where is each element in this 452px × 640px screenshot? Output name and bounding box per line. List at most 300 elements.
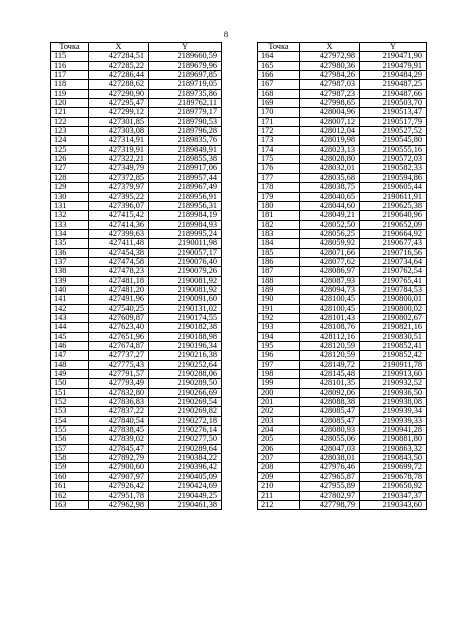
- y-cell: 2190276,14: [149, 426, 222, 435]
- point-cell: 210: [258, 482, 300, 491]
- y-cell: 2190288,06: [149, 370, 222, 379]
- point-cell: 206: [258, 444, 300, 453]
- x-cell: 428101,43: [300, 313, 360, 322]
- y-cell: 2189719,05: [149, 80, 222, 89]
- table-header-row: [258, 43, 427, 52]
- table-row: [258, 313, 427, 322]
- y-cell: 2190277,50: [149, 435, 222, 444]
- x-cell: 427474,58: [89, 257, 149, 266]
- table-row: [258, 454, 427, 463]
- y-cell: 2190881,80: [360, 435, 427, 444]
- table-row: [258, 472, 427, 481]
- x-cell: 428101,35: [300, 379, 360, 388]
- x-cell: 428088,38: [300, 398, 360, 407]
- y-cell: 2190821,16: [360, 323, 427, 332]
- table-row: [51, 407, 222, 416]
- x-cell: 427414,36: [89, 220, 149, 229]
- table-row: [51, 444, 222, 453]
- table-row: [258, 220, 427, 229]
- table-row: [51, 276, 222, 285]
- point-cell: 115: [51, 52, 89, 61]
- table-row: [51, 463, 222, 472]
- table-row: [51, 248, 222, 257]
- table-row: [51, 313, 222, 322]
- point-cell: 163: [51, 500, 89, 509]
- y-cell: 2190802,67: [360, 313, 427, 322]
- point-cell: 148: [51, 360, 89, 369]
- point-cell: 139: [51, 276, 89, 285]
- point-cell: 202: [258, 407, 300, 416]
- x-cell: 428004,96: [300, 108, 360, 117]
- table-row: [51, 295, 222, 304]
- table-row: [51, 99, 222, 108]
- table-row: [51, 360, 222, 369]
- page-number: 8: [223, 29, 229, 39]
- table-row: [258, 80, 427, 89]
- table-row: [258, 463, 427, 472]
- table-row: [51, 472, 222, 481]
- point-cell: 116: [51, 61, 89, 70]
- x-cell: 428112,16: [300, 332, 360, 341]
- point-cell: 154: [51, 416, 89, 425]
- table-row: [258, 257, 427, 266]
- x-cell: 427379,97: [89, 183, 149, 192]
- y-cell: 2190484,29: [360, 71, 427, 80]
- y-cell: 2190652,09: [360, 220, 427, 229]
- table-row: [51, 61, 222, 70]
- table-row: [258, 285, 427, 294]
- point-cell: 141: [51, 295, 89, 304]
- x-cell: 428038,01: [300, 454, 360, 463]
- table-row: [258, 267, 427, 276]
- y-cell: 2189796,28: [149, 127, 222, 136]
- y-cell: 2189697,85: [149, 71, 222, 80]
- table-row: [51, 183, 222, 192]
- x-cell: 427395,22: [89, 192, 149, 201]
- table-row: [258, 370, 427, 379]
- point-cell: 169: [258, 99, 300, 108]
- header-y: Y: [149, 43, 222, 52]
- point-cell: 184: [258, 239, 300, 248]
- y-cell: 2190650,92: [360, 482, 427, 491]
- y-cell: 2189779,17: [149, 108, 222, 117]
- table-row: [51, 416, 222, 425]
- table-row: [258, 211, 427, 220]
- point-cell: 132: [51, 211, 89, 220]
- table-row: [51, 117, 222, 126]
- table-row: [51, 323, 222, 332]
- x-cell: 427832,80: [89, 388, 149, 397]
- point-cell: 203: [258, 416, 300, 425]
- point-cell: 135: [51, 239, 89, 248]
- y-cell: 2190939,33: [360, 416, 427, 425]
- table-row: [258, 304, 427, 313]
- table-row: [51, 211, 222, 220]
- point-cell: 119: [51, 89, 89, 98]
- point-cell: 186: [258, 257, 300, 266]
- x-cell: 428038,75: [300, 183, 360, 192]
- y-cell: 2190196,34: [149, 342, 222, 351]
- x-cell: 427399,63: [89, 229, 149, 238]
- table-row: [258, 127, 427, 136]
- table-row: [258, 491, 427, 500]
- table-row: [51, 379, 222, 388]
- y-cell: 2189995,24: [149, 229, 222, 238]
- x-cell: 428032,01: [300, 164, 360, 173]
- x-cell: 428047,03: [300, 444, 360, 453]
- x-cell: 428085,47: [300, 416, 360, 425]
- y-cell: 2189679,96: [149, 61, 222, 70]
- point-cell: 137: [51, 257, 89, 266]
- table-row: [51, 388, 222, 397]
- point-cell: 129: [51, 183, 89, 192]
- y-cell: 2190081,92: [149, 285, 222, 294]
- point-cell: 152: [51, 398, 89, 407]
- point-cell: 193: [258, 323, 300, 332]
- y-cell: 2190938,08: [360, 398, 427, 407]
- table-row: [258, 342, 427, 351]
- y-cell: 2190252,64: [149, 360, 222, 369]
- y-cell: 2190091,60: [149, 295, 222, 304]
- header-x: X: [300, 43, 360, 52]
- table-row: [258, 136, 427, 145]
- x-cell: 428007,12: [300, 117, 360, 126]
- y-cell: 2189956,91: [149, 192, 222, 201]
- point-cell: 212: [258, 500, 300, 509]
- y-cell: 2190716,56: [360, 248, 427, 257]
- table-row: [51, 201, 222, 210]
- x-cell: 427295,47: [89, 99, 149, 108]
- x-cell: 428149,72: [300, 360, 360, 369]
- x-cell: 427837,22: [89, 407, 149, 416]
- point-cell: 166: [258, 71, 300, 80]
- y-cell: 2190216,38: [149, 351, 222, 360]
- x-cell: 428040,65: [300, 192, 360, 201]
- y-cell: 2190911,78: [360, 360, 427, 369]
- point-cell: 198: [258, 370, 300, 379]
- table-row: [258, 323, 427, 332]
- table-row: [258, 379, 427, 388]
- x-cell: 427892,79: [89, 454, 149, 463]
- table-row: [258, 239, 427, 248]
- table-row: [51, 89, 222, 98]
- table-row: [51, 332, 222, 341]
- point-cell: 195: [258, 342, 300, 351]
- x-cell: 427965,87: [300, 472, 360, 481]
- point-cell: 204: [258, 426, 300, 435]
- y-cell: 2190269,82: [149, 407, 222, 416]
- y-cell: 2189762,11: [149, 99, 222, 108]
- table-row: [51, 239, 222, 248]
- point-cell: 194: [258, 332, 300, 341]
- table-row: [51, 80, 222, 89]
- x-cell: 428052,50: [300, 220, 360, 229]
- table-row: [258, 155, 427, 164]
- x-cell: 427609,87: [89, 313, 149, 322]
- y-cell: 2190863,32: [360, 444, 427, 453]
- point-cell: 189: [258, 285, 300, 294]
- table-row: [258, 360, 427, 369]
- x-cell: 428044,60: [300, 201, 360, 210]
- y-cell: 2189849,91: [149, 145, 222, 154]
- y-cell: 2190081,92: [149, 276, 222, 285]
- y-cell: 2190424,69: [149, 482, 222, 491]
- x-cell: 428028,80: [300, 155, 360, 164]
- table-row: [258, 482, 427, 491]
- table-row: [51, 71, 222, 80]
- x-cell: 428085,47: [300, 407, 360, 416]
- table-row: [258, 52, 427, 61]
- table-row: [51, 220, 222, 229]
- y-cell: 2190503,70: [360, 99, 427, 108]
- x-cell: 427623,40: [89, 323, 149, 332]
- table-row: [258, 192, 427, 201]
- table-row: [51, 145, 222, 154]
- x-cell: 428077,62: [300, 257, 360, 266]
- table-row: [51, 482, 222, 491]
- y-cell: 2190182,38: [149, 323, 222, 332]
- point-cell: 180: [258, 201, 300, 210]
- x-cell: 427396,07: [89, 201, 149, 210]
- y-cell: 2189855,38: [149, 155, 222, 164]
- x-cell: 427775,43: [89, 360, 149, 369]
- y-cell: 2190734,64: [360, 257, 427, 266]
- point-cell: 122: [51, 117, 89, 126]
- x-cell: 427285,22: [89, 61, 149, 70]
- x-cell: 427900,60: [89, 463, 149, 472]
- y-cell: 2190079,26: [149, 267, 222, 276]
- x-cell: 428108,76: [300, 323, 360, 332]
- point-cell: 170: [258, 108, 300, 117]
- point-cell: 191: [258, 304, 300, 313]
- x-cell: 428055,06: [300, 435, 360, 444]
- y-cell: 2190269,54: [149, 398, 222, 407]
- x-cell: 427798,79: [300, 500, 360, 509]
- header-x: X: [89, 43, 149, 52]
- table-row: [51, 351, 222, 360]
- y-cell: 2189917,06: [149, 164, 222, 173]
- point-cell: 197: [258, 360, 300, 369]
- point-cell: 130: [51, 192, 89, 201]
- point-cell: 127: [51, 164, 89, 173]
- table-row: [258, 416, 427, 425]
- table-row: [51, 285, 222, 294]
- x-cell: 427987,03: [300, 80, 360, 89]
- table-row: [51, 435, 222, 444]
- table-row: [51, 454, 222, 463]
- point-cell: 178: [258, 183, 300, 192]
- table-row: [258, 71, 427, 80]
- x-cell: 427415,42: [89, 211, 149, 220]
- y-cell: 2189660,59: [149, 52, 222, 61]
- x-cell: 428049,21: [300, 211, 360, 220]
- y-cell: 2190594,86: [360, 173, 427, 182]
- point-cell: 165: [258, 61, 300, 70]
- x-cell: 427955,89: [300, 482, 360, 491]
- y-cell: 2190449,25: [149, 491, 222, 500]
- coordinates-table-left: [50, 42, 222, 510]
- y-cell: 2190913,60: [360, 370, 427, 379]
- table-row: [51, 164, 222, 173]
- table-row: [51, 52, 222, 61]
- y-cell: 2190852,42: [360, 351, 427, 360]
- point-cell: 155: [51, 426, 89, 435]
- y-cell: 2190461,38: [149, 500, 222, 509]
- x-cell: 427793,49: [89, 379, 149, 388]
- point-cell: 179: [258, 192, 300, 201]
- table-row: [258, 248, 427, 257]
- x-cell: 427907,97: [89, 472, 149, 481]
- y-cell: 2190289,50: [149, 379, 222, 388]
- table-row: [258, 117, 427, 126]
- y-cell: 2190582,33: [360, 164, 427, 173]
- point-cell: 140: [51, 285, 89, 294]
- x-cell: 427976,46: [300, 463, 360, 472]
- point-cell: 176: [258, 164, 300, 173]
- x-cell: 428100,45: [300, 304, 360, 313]
- y-cell: 2190057,17: [149, 248, 222, 257]
- point-cell: 138: [51, 267, 89, 276]
- table-row: [258, 398, 427, 407]
- y-cell: 2190936,50: [360, 388, 427, 397]
- x-cell: 428056,25: [300, 229, 360, 238]
- y-cell: 2190076,40: [149, 257, 222, 266]
- x-cell: 428092,06: [300, 388, 360, 397]
- point-cell: 146: [51, 342, 89, 351]
- y-cell: 2190939,34: [360, 407, 427, 416]
- x-cell: 427962,98: [89, 500, 149, 509]
- y-cell: 2190699,72: [360, 463, 427, 472]
- x-cell: 428145,48: [300, 370, 360, 379]
- point-cell: 126: [51, 155, 89, 164]
- y-cell: 2190932,52: [360, 379, 427, 388]
- point-cell: 182: [258, 220, 300, 229]
- y-cell: 2190471,90: [360, 52, 427, 61]
- coordinates-table-right: [257, 42, 427, 510]
- x-cell: 427349,79: [89, 164, 149, 173]
- x-cell: 428059,92: [300, 239, 360, 248]
- table-row: [258, 99, 427, 108]
- y-cell: 2190843,50: [360, 454, 427, 463]
- point-cell: 188: [258, 276, 300, 285]
- point-cell: 159: [51, 463, 89, 472]
- y-cell: 2189984,19: [149, 211, 222, 220]
- point-cell: 192: [258, 313, 300, 322]
- y-cell: 2190517,79: [360, 117, 427, 126]
- point-cell: 199: [258, 379, 300, 388]
- point-cell: 177: [258, 173, 300, 182]
- x-cell: 428023,13: [300, 145, 360, 154]
- x-cell: 427288,62: [89, 80, 149, 89]
- table-header-row: [51, 43, 222, 52]
- x-cell: 427839,02: [89, 435, 149, 444]
- x-cell: 427299,12: [89, 108, 149, 117]
- point-cell: 142: [51, 304, 89, 313]
- table-row: [51, 127, 222, 136]
- point-cell: 149: [51, 370, 89, 379]
- x-cell: 427972,98: [300, 52, 360, 61]
- point-cell: 145: [51, 332, 89, 341]
- y-cell: 2189957,44: [149, 173, 222, 182]
- x-cell: 427284,51: [89, 52, 149, 61]
- table-row: [258, 388, 427, 397]
- x-cell: 428071,66: [300, 248, 360, 257]
- y-cell: 2190513,47: [360, 108, 427, 117]
- header-y: Y: [360, 43, 427, 52]
- x-cell: 427984,26: [300, 71, 360, 80]
- point-cell: 158: [51, 454, 89, 463]
- y-cell: 2189967,49: [149, 183, 222, 192]
- point-cell: 205: [258, 435, 300, 444]
- y-cell: 2190852,41: [360, 342, 427, 351]
- y-cell: 2190487,25: [360, 80, 427, 89]
- header-point: Точка: [258, 43, 300, 52]
- y-cell: 2190765,41: [360, 276, 427, 285]
- y-cell: 2189984,93: [149, 220, 222, 229]
- point-cell: 208: [258, 463, 300, 472]
- x-cell: 428086,97: [300, 267, 360, 276]
- x-cell: 427926,42: [89, 482, 149, 491]
- point-cell: 123: [51, 127, 89, 136]
- x-cell: 427481,18: [89, 276, 149, 285]
- x-cell: 427651,96: [89, 332, 149, 341]
- y-cell: 2189956,31: [149, 201, 222, 210]
- y-cell: 2190174,55: [149, 313, 222, 322]
- table-row: [258, 201, 427, 210]
- x-cell: 427540,25: [89, 304, 149, 313]
- table-row: [258, 108, 427, 117]
- point-cell: 183: [258, 229, 300, 238]
- x-cell: 427372,85: [89, 173, 149, 182]
- y-cell: 2190347,37: [360, 491, 427, 500]
- table-row: [51, 173, 222, 182]
- x-cell: 427314,91: [89, 136, 149, 145]
- x-cell: 427838,45: [89, 426, 149, 435]
- table-row: [258, 332, 427, 341]
- x-cell: 427454,38: [89, 248, 149, 257]
- point-cell: 153: [51, 407, 89, 416]
- x-cell: 427836,83: [89, 398, 149, 407]
- point-cell: 120: [51, 99, 89, 108]
- y-cell: 2190605,44: [360, 183, 427, 192]
- table-row: [51, 136, 222, 145]
- point-cell: 121: [51, 108, 89, 117]
- y-cell: 2190011,98: [149, 239, 222, 248]
- y-cell: 2190266,69: [149, 388, 222, 397]
- x-cell: 427303,08: [89, 127, 149, 136]
- x-cell: 427290,90: [89, 89, 149, 98]
- point-cell: 172: [258, 127, 300, 136]
- point-cell: 207: [258, 454, 300, 463]
- table-row: [51, 342, 222, 351]
- point-cell: 128: [51, 173, 89, 182]
- y-cell: 2190527,52: [360, 127, 427, 136]
- x-cell: 428087,93: [300, 276, 360, 285]
- y-cell: 2190572,03: [360, 155, 427, 164]
- y-cell: 2190384,22: [149, 454, 222, 463]
- point-cell: 147: [51, 351, 89, 360]
- point-cell: 196: [258, 351, 300, 360]
- x-cell: 428080,93: [300, 426, 360, 435]
- table-row: [258, 61, 427, 70]
- point-cell: 187: [258, 267, 300, 276]
- point-cell: 156: [51, 435, 89, 444]
- point-cell: 133: [51, 220, 89, 229]
- y-cell: 2190396,42: [149, 463, 222, 472]
- table-row: [51, 304, 222, 313]
- point-cell: 131: [51, 201, 89, 210]
- point-cell: 200: [258, 388, 300, 397]
